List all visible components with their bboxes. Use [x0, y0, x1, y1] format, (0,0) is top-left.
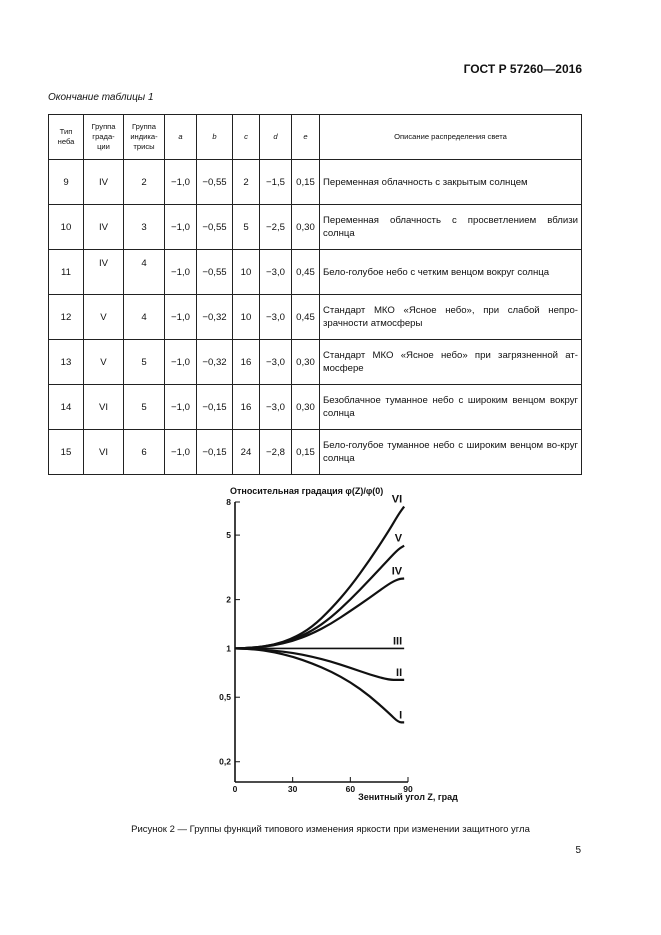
cell-gradation: IV — [84, 205, 124, 250]
y-tick-label: 0,5 — [219, 692, 231, 703]
document-id: ГОСТ Р 57260—2016 — [463, 62, 582, 76]
cell-c: 10 — [233, 295, 260, 340]
cell-e: 0,30 — [292, 205, 320, 250]
cell-c: 5 — [233, 205, 260, 250]
y-tick-label: 1 — [226, 643, 231, 654]
cell-c: 16 — [233, 340, 260, 385]
cell-e: 0,15 — [292, 430, 320, 475]
x-axis-label: Зенитный угол Z, град — [358, 792, 458, 802]
x-tick-label: 0 — [232, 784, 238, 794]
cell-indicatrix: 3 — [124, 205, 165, 250]
cell-indicatrix: 5 — [124, 385, 165, 430]
cell-b: −0,32 — [197, 295, 233, 340]
cell-indicatrix: 2 — [124, 160, 165, 205]
cell-type: 15 — [49, 430, 84, 475]
col-header-c: c — [233, 115, 260, 160]
cell-indicatrix: 4 — [124, 250, 165, 295]
cell-b: −0,15 — [197, 430, 233, 475]
cell-d: −3,0 — [260, 340, 292, 385]
cell-a: −1,0 — [165, 160, 197, 205]
cell-a: −1,0 — [165, 430, 197, 475]
y-axis-label: Относительная градация φ(Z)/φ(0) — [230, 486, 384, 496]
cell-e: 0,45 — [292, 295, 320, 340]
cell-e: 0,30 — [292, 340, 320, 385]
cell-a: −1,0 — [165, 340, 197, 385]
x-tick-label: 30 — [287, 784, 298, 794]
cell-description: Бело-голубое туманное небо с широким венцом во-круг солнца — [320, 430, 582, 475]
cell-type: 9 — [49, 160, 84, 205]
series-line-VI — [235, 507, 404, 649]
sky-types-table — [48, 114, 582, 475]
table-row — [49, 205, 582, 250]
cell-a: −1,0 — [165, 205, 197, 250]
series-line-II — [235, 648, 404, 679]
cell-a: −1,0 — [165, 295, 197, 340]
x-tick-label: 60 — [345, 784, 356, 794]
cell-gradation: V — [84, 295, 124, 340]
table-row — [49, 430, 582, 475]
cell-b: −0,15 — [197, 385, 233, 430]
cell-c: 16 — [233, 385, 260, 430]
cell-type: 14 — [49, 385, 84, 430]
col-header-indicatrix: Группа индика-трисы — [124, 115, 165, 160]
cell-gradation: VI — [84, 385, 124, 430]
cell-type: 12 — [49, 295, 84, 340]
cell-d: −3,0 — [260, 295, 292, 340]
cell-gradation: VI — [84, 430, 124, 475]
series-label-V: V — [394, 532, 403, 545]
cell-gradation: V — [84, 340, 124, 385]
col-header-b: b — [197, 115, 233, 160]
cell-type: 13 — [49, 340, 84, 385]
cell-b: −0,32 — [197, 340, 233, 385]
y-tick-label: 0,2 — [219, 756, 231, 767]
cell-gradation: IV — [84, 160, 124, 205]
cell-a: −1,0 — [165, 250, 197, 295]
page-number: 5 — [575, 845, 581, 856]
series-label-I: I — [399, 709, 403, 722]
cell-e: 0,15 — [292, 160, 320, 205]
cell-description: Безоблачное туманное небо с широким венцом вокруг солнца — [320, 385, 582, 430]
cell-description: Стандарт МКО «Ясное небо» при загрязненной ат-мосфере — [320, 340, 582, 385]
table-row — [49, 160, 582, 205]
cell-e: 0,45 — [292, 250, 320, 295]
cell-description: Бело-голубое небо с четким венцом вокруг солнца — [320, 250, 582, 295]
col-header-a: a — [165, 115, 197, 160]
figure-caption: Рисунок 2 — Группы функций типового изменения яркости при изменении защитного угла — [131, 824, 530, 835]
table-row — [49, 385, 582, 430]
cell-description: Переменная облачность с просветлением вблизи солнца — [320, 205, 582, 250]
table-header-row — [49, 115, 582, 160]
cell-d: −2,5 — [260, 205, 292, 250]
series-label-VI: VI — [391, 493, 403, 506]
cell-e: 0,30 — [292, 385, 320, 430]
cell-b: −0,55 — [197, 205, 233, 250]
series-label-III: III — [392, 635, 403, 648]
table-row — [49, 340, 582, 385]
cell-b: −0,55 — [197, 250, 233, 295]
series-line-IV — [235, 578, 404, 648]
cell-d: −2,8 — [260, 430, 292, 475]
cell-description: Стандарт МКО «Ясное небо», при слабой непро-зрачности атмосферы — [320, 295, 582, 340]
x-tick-label: 90 — [403, 784, 413, 794]
series-line-V — [235, 546, 404, 649]
cell-c: 10 — [233, 250, 260, 295]
col-header-d: d — [260, 115, 292, 160]
col-header-type: Тип неба — [49, 115, 84, 160]
col-header-e: e — [292, 115, 320, 160]
col-header-gradation: Группа града-ции — [84, 115, 124, 160]
cell-indicatrix: 4 — [124, 295, 165, 340]
table-row — [49, 250, 582, 295]
cell-gradation: IV — [84, 250, 124, 295]
cell-indicatrix: 6 — [124, 430, 165, 475]
series-label-II: II — [396, 666, 403, 679]
table-row — [49, 295, 582, 340]
cell-d: −3,0 — [260, 250, 292, 295]
y-tick-label: 2 — [226, 594, 231, 605]
col-header-description: Описание распределения света — [320, 115, 582, 160]
table-caption: Окончание таблицы 1 — [48, 92, 154, 103]
cell-type: 11 — [49, 250, 84, 295]
y-tick-label: 8 — [226, 497, 231, 507]
luminance-gradation-chart — [190, 482, 458, 812]
cell-c: 24 — [233, 430, 260, 475]
cell-type: 10 — [49, 205, 84, 250]
cell-indicatrix: 5 — [124, 340, 165, 385]
cell-b: −0,55 — [197, 160, 233, 205]
y-tick-label: 5 — [226, 530, 231, 541]
cell-description: Переменная облачность с закрытым солнцем — [320, 160, 582, 205]
cell-a: −1,0 — [165, 385, 197, 430]
cell-d: −1,5 — [260, 160, 292, 205]
cell-d: −3,0 — [260, 385, 292, 430]
series-label-IV: IV — [391, 565, 403, 578]
cell-c: 2 — [233, 160, 260, 205]
